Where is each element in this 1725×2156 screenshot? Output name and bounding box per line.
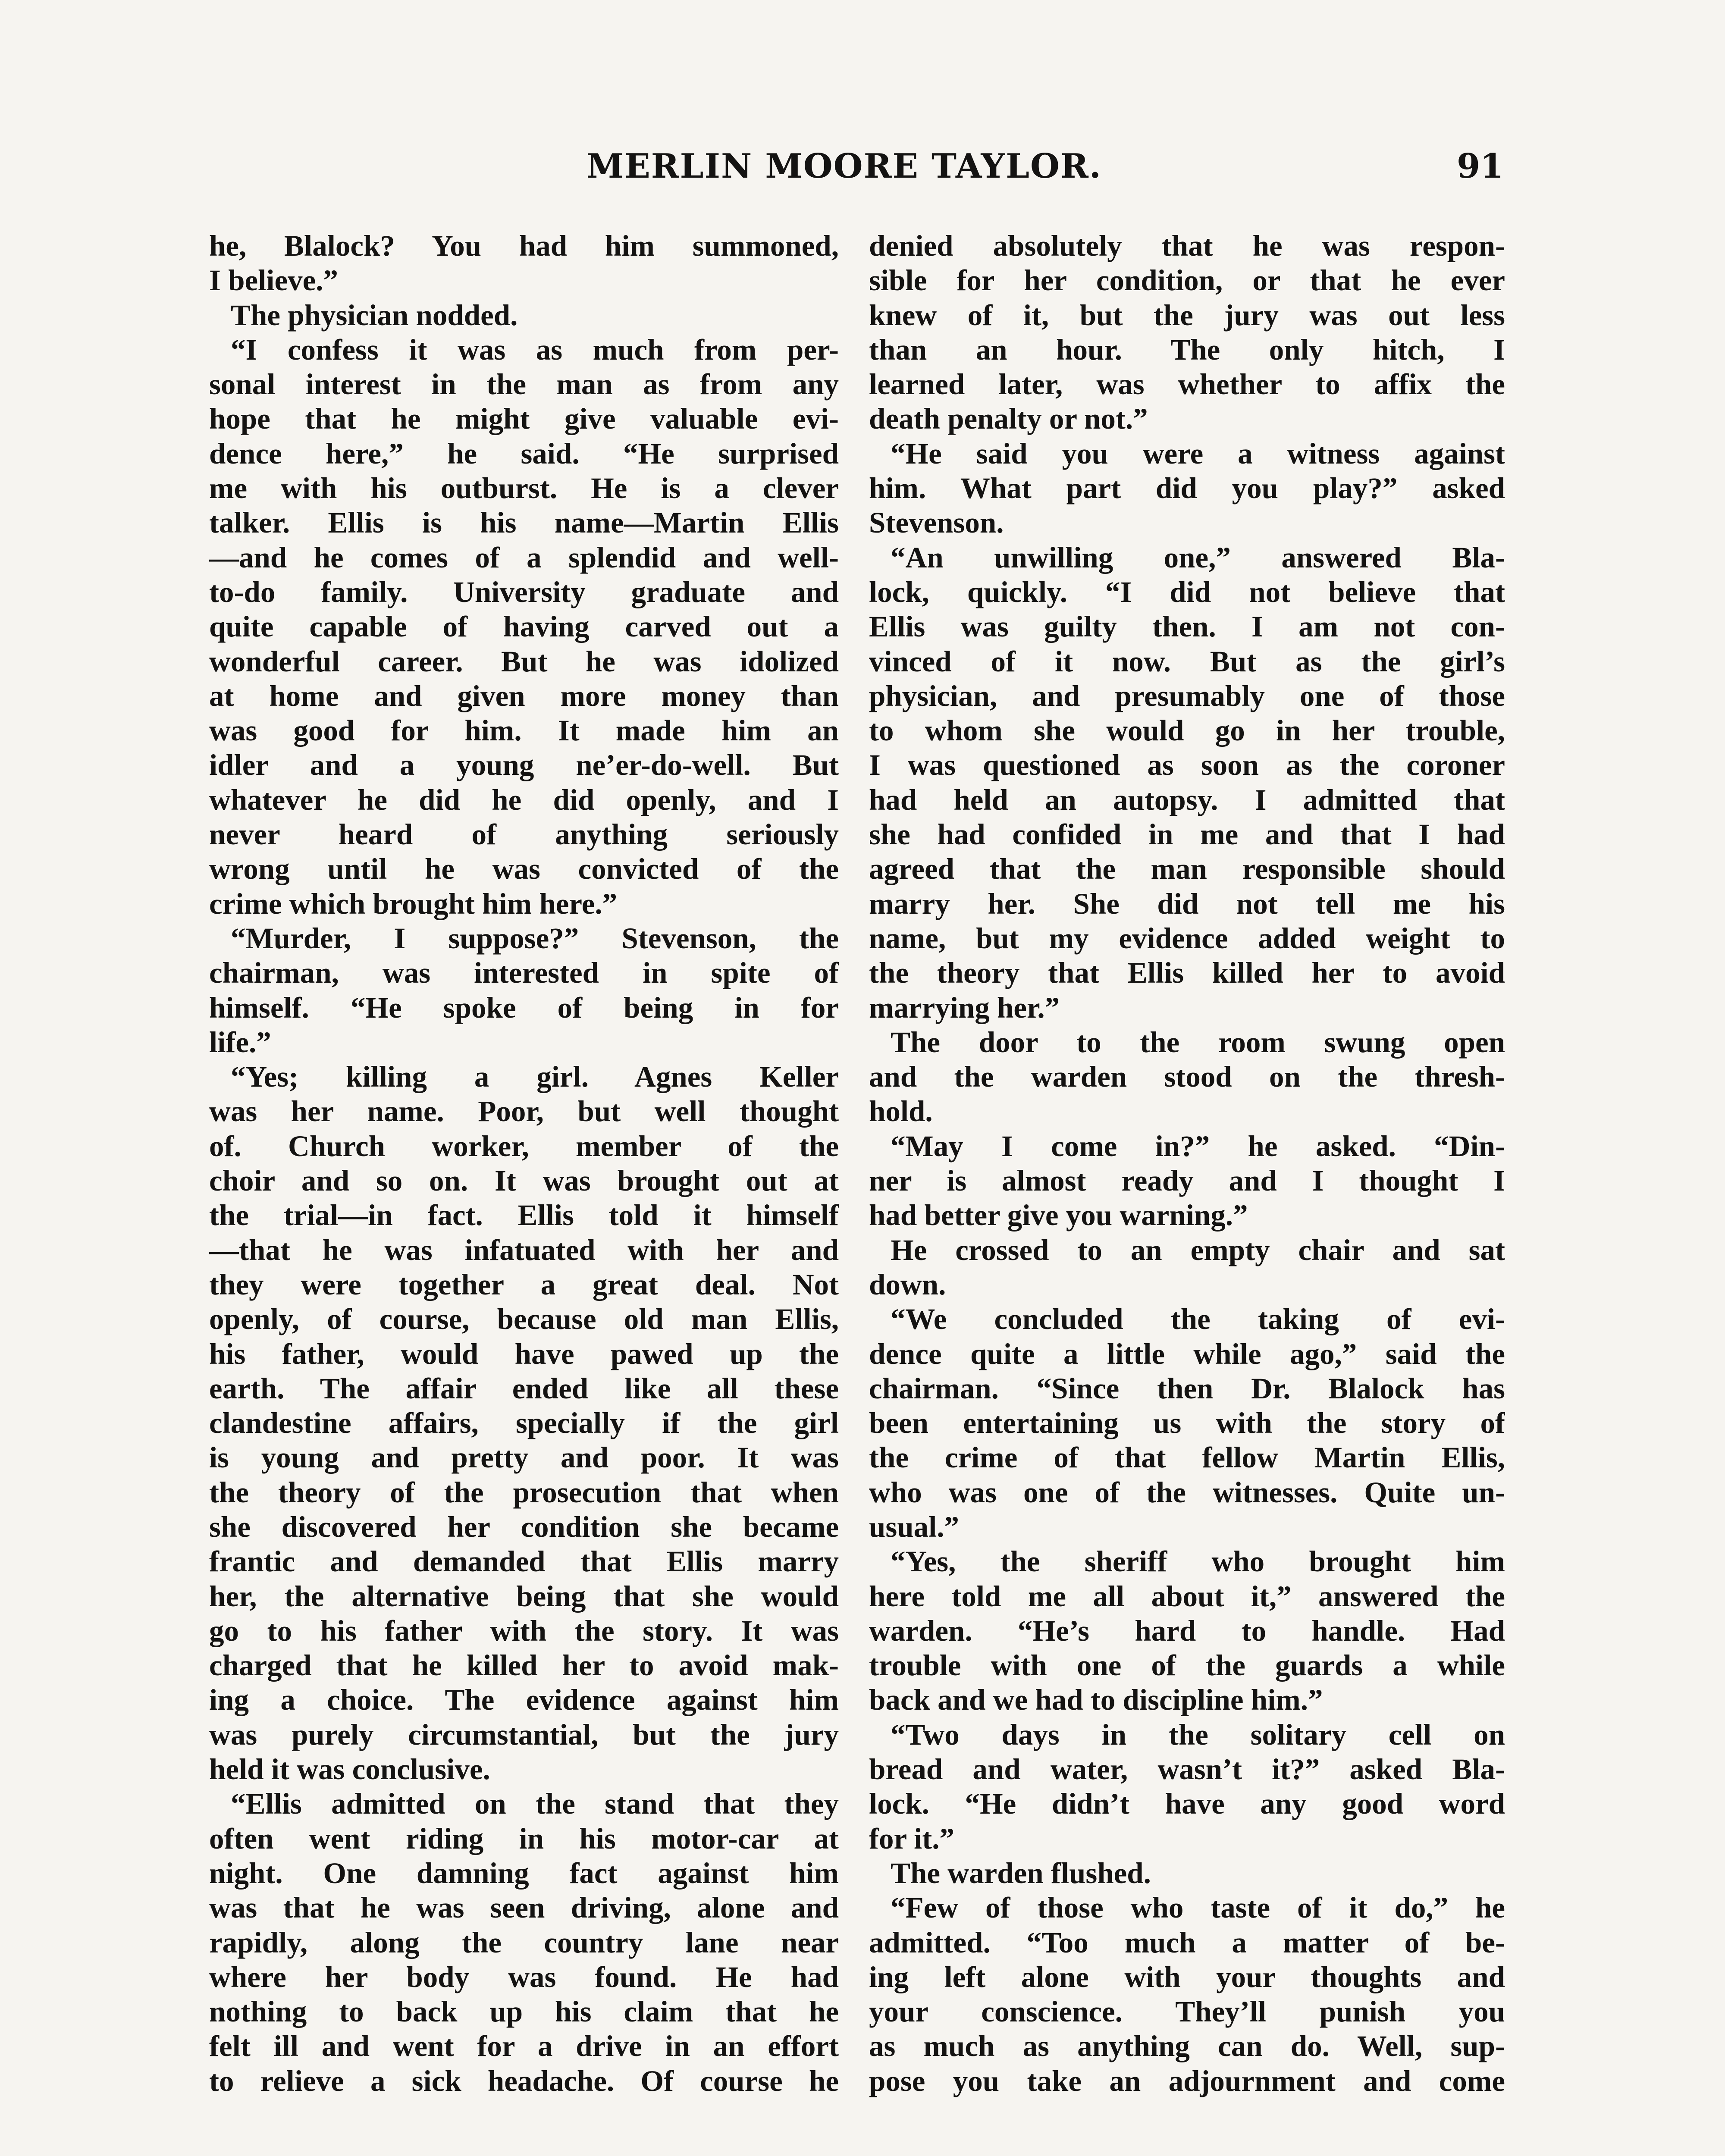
text-line: denied absolutely that he was respon- bbox=[869, 229, 1505, 262]
text-line: trouble with one of the guards a while bbox=[869, 1649, 1505, 1682]
text-line: usual.” bbox=[869, 1510, 960, 1543]
text-line: physician, and presumably one of those bbox=[869, 679, 1505, 712]
text-line: the theory that Ellis killed her to avoid bbox=[869, 956, 1505, 990]
text-line: hope that he might give valuable evi- bbox=[209, 402, 839, 436]
text-line: his father, would have pawed up the bbox=[209, 1337, 839, 1370]
text-line: whatever he did he did openly, and I bbox=[209, 783, 839, 816]
text-line: the crime of that fellow Martin Ellis, bbox=[869, 1441, 1505, 1474]
text-line: earth. The affair ended like all these bbox=[209, 1372, 839, 1405]
text-line: choir and so on. It was brought out at bbox=[209, 1164, 839, 1197]
text-line: he, Blalock? You had him summoned, bbox=[209, 229, 839, 262]
text-line: openly, of course, because old man Ellis, bbox=[209, 1303, 839, 1336]
text-line: ing left alone with your thoughts and bbox=[869, 1960, 1505, 1993]
text-line: nothing to back up his claim that he bbox=[209, 1995, 839, 2028]
text-line: as much as anything can do. Well, sup- bbox=[869, 2030, 1505, 2063]
text-line: to relieve a sick headache. Of course he bbox=[209, 2064, 839, 2097]
text-line: quite capable of having carved out a bbox=[209, 610, 839, 643]
text-line: “Few of those who taste of it do,” he bbox=[891, 1891, 1505, 1924]
text-line: I believe.” bbox=[209, 264, 338, 297]
text-line: felt ill and went for a drive in an effort bbox=[209, 2030, 839, 2063]
text-line: The warden flushed. bbox=[891, 1856, 1151, 1890]
text-line: “Two days in the solitary cell on bbox=[891, 1718, 1505, 1751]
text-line: here told me all about it,” answered the bbox=[869, 1579, 1505, 1613]
text-line: often went riding in his motor-car at bbox=[209, 1822, 839, 1855]
text-line: “I confess it was as much from per- bbox=[231, 333, 839, 366]
text-line: wrong until he was convicted of the bbox=[209, 852, 839, 886]
text-line: was that he was seen driving, alone and bbox=[209, 1891, 839, 1924]
text-line: your conscience. They’ll punish you bbox=[869, 1995, 1505, 2028]
text-line: vinced of it now. But as the girl’s bbox=[869, 645, 1505, 678]
text-line: “Yes; killing a girl. Agnes Keller bbox=[231, 1060, 839, 1094]
text-line: was good for him. It made him an bbox=[209, 714, 839, 747]
text-line: I was questioned as soon as the coroner bbox=[869, 749, 1505, 782]
text-line: rapidly, along the country lane near bbox=[209, 1926, 839, 1959]
text-line: sonal interest in the man as from any bbox=[209, 368, 839, 401]
text-line: name, but my evidence added weight to bbox=[869, 921, 1505, 955]
text-line: ing a choice. The evidence against him bbox=[209, 1683, 839, 1717]
text-line: had held an autopsy. I admitted that bbox=[869, 783, 1505, 816]
text-line: “Ellis admitted on the stand that they bbox=[231, 1787, 839, 1821]
text-line: the trial—in fact. Ellis told it himself bbox=[209, 1199, 839, 1232]
text-line: The physician nodded. bbox=[231, 298, 518, 332]
text-line: is young and pretty and poor. It was bbox=[209, 1441, 839, 1474]
running-title: MERLIN MOORE TAYLOR. bbox=[586, 147, 1102, 186]
text-line: clandestine affairs, specially if the girl bbox=[209, 1407, 839, 1440]
page-number: 91 bbox=[1457, 147, 1504, 186]
text-line: to whom she would go in her trouble, bbox=[869, 714, 1505, 747]
text-line: marrying her.” bbox=[869, 991, 1060, 1024]
text-line: down. bbox=[869, 1268, 946, 1301]
text-line: her, the alternative being that she would bbox=[209, 1579, 839, 1613]
text-line: charged that he killed her to avoid mak- bbox=[209, 1649, 839, 1682]
text-line: chairman. “Since then Dr. Blalock has bbox=[869, 1372, 1505, 1405]
text-line: marry her. She did not tell me his bbox=[869, 887, 1505, 920]
text-line: “Murder, I suppose?” Stevenson, the bbox=[231, 921, 839, 955]
text-line: and the warden stood on the thresh- bbox=[869, 1060, 1505, 1094]
text-line: for it.” bbox=[869, 1822, 955, 1855]
text-line: knew of it, but the jury was out less bbox=[869, 298, 1505, 332]
text-line: sible for her condition, or that he ever bbox=[869, 264, 1505, 297]
text-line: where her body was found. He had bbox=[209, 1960, 839, 1993]
text-line: life.” bbox=[209, 1025, 271, 1059]
text-line: him. What part did you play?” asked bbox=[869, 472, 1505, 505]
text-line: bread and water, wasn’t it?” asked Bla- bbox=[869, 1753, 1505, 1786]
right-text-column bbox=[869, 229, 1505, 2156]
text-line: talker. Ellis is his name—Martin Ellis bbox=[209, 506, 839, 539]
text-line: held it was conclusive. bbox=[209, 1753, 490, 1786]
text-line: lock. “He didn’t have any good word bbox=[869, 1787, 1505, 1821]
text-line: chairman, was interested in spite of bbox=[209, 956, 839, 990]
text-line: The door to the room swung open bbox=[891, 1025, 1505, 1059]
text-line: had better give you warning.” bbox=[869, 1199, 1248, 1232]
text-line: crime which brought him here.” bbox=[209, 887, 618, 920]
text-line: at home and given more money than bbox=[209, 679, 839, 712]
left-text-column bbox=[209, 229, 839, 2156]
text-line: lock, quickly. “I did not believe that bbox=[869, 575, 1505, 608]
text-line: been entertaining us with the story of bbox=[869, 1407, 1505, 1440]
text-line: learned later, was whether to affix the bbox=[869, 368, 1505, 401]
text-line: never heard of anything seriously bbox=[209, 818, 839, 851]
text-line: they were together a great deal. Not bbox=[209, 1268, 839, 1301]
text-line: “He said you were a witness against bbox=[891, 437, 1505, 470]
text-line: night. One damning fact against him bbox=[209, 1856, 839, 1890]
text-line: who was one of the witnesses. Quite un- bbox=[869, 1476, 1505, 1509]
text-line: admitted. “Too much a matter of be- bbox=[869, 1926, 1505, 1959]
text-line: to-do family. University graduate and bbox=[209, 575, 839, 608]
text-line: He crossed to an empty chair and sat bbox=[891, 1233, 1505, 1266]
text-line: death penalty or not.” bbox=[869, 402, 1148, 436]
text-line: warden. “He’s hard to handle. Had bbox=[869, 1614, 1505, 1647]
running-head bbox=[0, 147, 1725, 198]
text-line: Ellis was guilty then. I am not con- bbox=[869, 610, 1505, 643]
text-line: she discovered her condition she became bbox=[209, 1510, 839, 1543]
text-line: than an hour. The only hitch, I bbox=[869, 333, 1505, 366]
text-line: was her name. Poor, but well thought bbox=[209, 1095, 839, 1128]
text-line: dence here,” he said. “He surprised bbox=[209, 437, 839, 470]
text-line: “Yes, the sheriff who brought him bbox=[891, 1545, 1505, 1578]
text-line: “An unwilling one,” answered Bla- bbox=[891, 541, 1505, 574]
text-line: ner is almost ready and I thought I bbox=[869, 1164, 1505, 1197]
text-line: back and we had to discipline him.” bbox=[869, 1683, 1323, 1717]
text-line: pose you take an adjournment and come bbox=[869, 2064, 1505, 2097]
text-line: me with his outburst. He is a clever bbox=[209, 472, 839, 505]
text-line: wonderful career. But he was idolized bbox=[209, 645, 839, 678]
text-line: —and he comes of a splendid and well- bbox=[209, 541, 839, 574]
text-line: she had confided in me and that I had bbox=[869, 818, 1505, 851]
text-line: himself. “He spoke of being in for bbox=[209, 991, 839, 1024]
text-line: the theory of the prosecution that when bbox=[209, 1476, 839, 1509]
text-line: frantic and demanded that Ellis marry bbox=[209, 1545, 839, 1578]
text-line: of. Church worker, member of the bbox=[209, 1129, 839, 1163]
text-line: was purely circumstantial, but the jury bbox=[209, 1718, 839, 1751]
text-line: go to his father with the story. It was bbox=[209, 1614, 839, 1647]
text-line: “We concluded the taking of evi- bbox=[891, 1303, 1505, 1336]
text-line: dence quite a little while ago,” said the bbox=[869, 1337, 1505, 1370]
text-line: Stevenson. bbox=[869, 506, 1004, 539]
text-line: agreed that the man responsible should bbox=[869, 852, 1505, 886]
text-line: idler and a young ne’er-do-well. But bbox=[209, 749, 839, 782]
text-line: —that he was infatuated with her and bbox=[209, 1233, 839, 1266]
text-line: hold. bbox=[869, 1095, 933, 1128]
text-line: “May I come in?” he asked. “Din- bbox=[891, 1129, 1505, 1163]
